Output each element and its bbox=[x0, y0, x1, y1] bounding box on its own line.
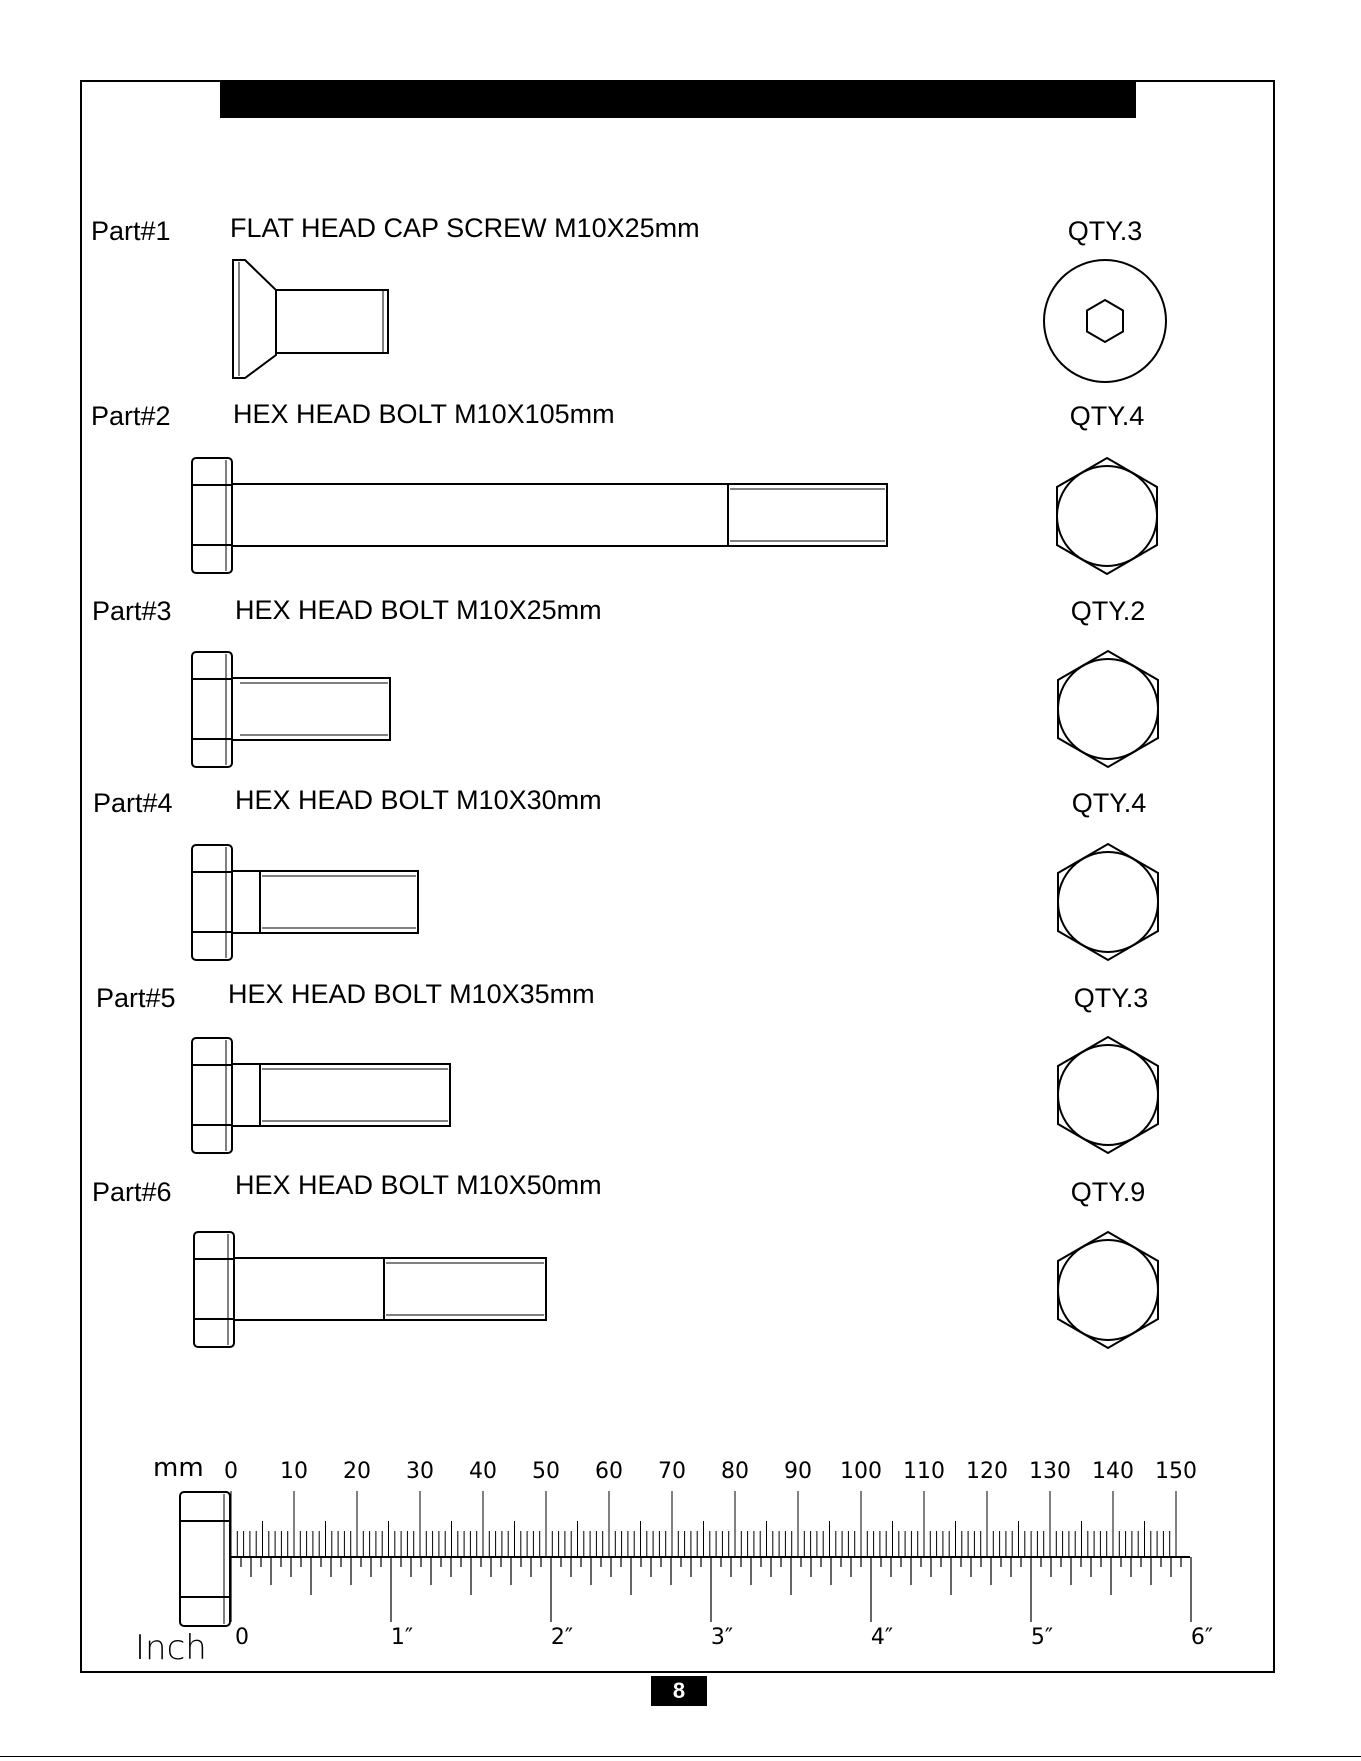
part-2-label: Part#2 bbox=[91, 401, 171, 431]
mm-tick-label: 40 bbox=[469, 1459, 497, 1484]
hex-head-icon bbox=[1057, 458, 1157, 574]
part-2-name: HEX HEAD BOLT M10X105mm bbox=[233, 399, 615, 429]
hex-head-icon bbox=[1058, 1232, 1158, 1348]
ruler-bolt-head bbox=[180, 1492, 230, 1626]
inch-tick-label: 2″ bbox=[550, 1625, 574, 1650]
part-2-bolt-drawing bbox=[192, 458, 887, 573]
mm-tick-label: 70 bbox=[658, 1459, 686, 1484]
mm-tick-label: 120 bbox=[966, 1459, 1008, 1484]
mm-tick-label: 10 bbox=[280, 1459, 308, 1484]
part-5-qty: QTY.3 bbox=[1073, 983, 1149, 1013]
mm-labels bbox=[224, 1459, 1197, 1484]
mm-ticks bbox=[231, 1491, 1176, 1557]
mm-tick-label: 80 bbox=[721, 1459, 749, 1484]
part-6-name: HEX HEAD BOLT M10X50mm bbox=[235, 1170, 602, 1200]
mm-tick-label: 20 bbox=[343, 1459, 371, 1484]
inch-unit-label: Inch bbox=[135, 1628, 207, 1668]
part-5-label: Part#5 bbox=[96, 983, 176, 1013]
part-2-qty: QTY.4 bbox=[1069, 401, 1145, 431]
part-1-screw-drawing bbox=[233, 260, 388, 378]
part-3-bolt-drawing bbox=[192, 652, 390, 767]
part-5-bolt-drawing bbox=[192, 1038, 450, 1153]
part-3-label: Part#3 bbox=[92, 596, 172, 626]
hex-head-icon bbox=[1058, 1037, 1158, 1153]
inch-tick-label: 3″ bbox=[710, 1625, 734, 1650]
measurement-ruler bbox=[135, 1453, 1213, 1668]
mm-tick-label: 90 bbox=[784, 1459, 812, 1484]
mm-tick-label: 130 bbox=[1029, 1459, 1071, 1484]
part-1-name: FLAT HEAD CAP SCREW M10X25mm bbox=[230, 213, 700, 243]
bottom-rule bbox=[0, 1756, 1361, 1757]
part-5-name: HEX HEAD BOLT M10X35mm bbox=[228, 979, 595, 1009]
inch-tick-label: 5″ bbox=[1030, 1625, 1054, 1650]
mm-tick-label: 110 bbox=[903, 1459, 945, 1484]
socket-head-icon bbox=[1044, 260, 1166, 382]
inch-ticks bbox=[231, 1557, 1191, 1622]
part-6-label: Part#6 bbox=[92, 1177, 172, 1207]
mm-tick-label: 0 bbox=[224, 1459, 238, 1484]
mm-tick-label: 30 bbox=[406, 1459, 434, 1484]
mm-tick-label: 50 bbox=[532, 1459, 560, 1484]
mm-tick-label: 150 bbox=[1155, 1459, 1197, 1484]
part-4-qty: QTY.4 bbox=[1071, 788, 1147, 818]
mm-unit-label: mm bbox=[153, 1453, 204, 1483]
part-4-name: HEX HEAD BOLT M10X30mm bbox=[235, 785, 602, 815]
part-6-qty: QTY.9 bbox=[1070, 1177, 1146, 1207]
part-4-bolt-drawing bbox=[192, 845, 418, 960]
mm-tick-label: 60 bbox=[595, 1459, 623, 1484]
inch-tick-label: 1″ bbox=[390, 1625, 414, 1650]
part-3-qty: QTY.2 bbox=[1070, 596, 1146, 626]
mm-tick-label: 140 bbox=[1092, 1459, 1134, 1484]
part-1-label: Part#1 bbox=[91, 216, 171, 246]
hex-head-icon bbox=[1058, 651, 1158, 767]
mm-tick-label: 100 bbox=[840, 1459, 882, 1484]
part-3-name: HEX HEAD BOLT M10X25mm bbox=[235, 595, 602, 625]
part-1-qty: QTY.3 bbox=[1067, 216, 1143, 246]
inch-tick-label: 0 bbox=[235, 1625, 249, 1650]
hex-head-icon bbox=[1058, 844, 1158, 960]
page-number: 8 bbox=[651, 1676, 707, 1706]
part-4-label: Part#4 bbox=[93, 788, 173, 818]
inch-tick-label: 6″ bbox=[1190, 1625, 1214, 1650]
inch-labels bbox=[235, 1625, 1213, 1650]
part-6-bolt-drawing bbox=[194, 1232, 546, 1347]
inch-tick-label: 4″ bbox=[870, 1625, 894, 1650]
